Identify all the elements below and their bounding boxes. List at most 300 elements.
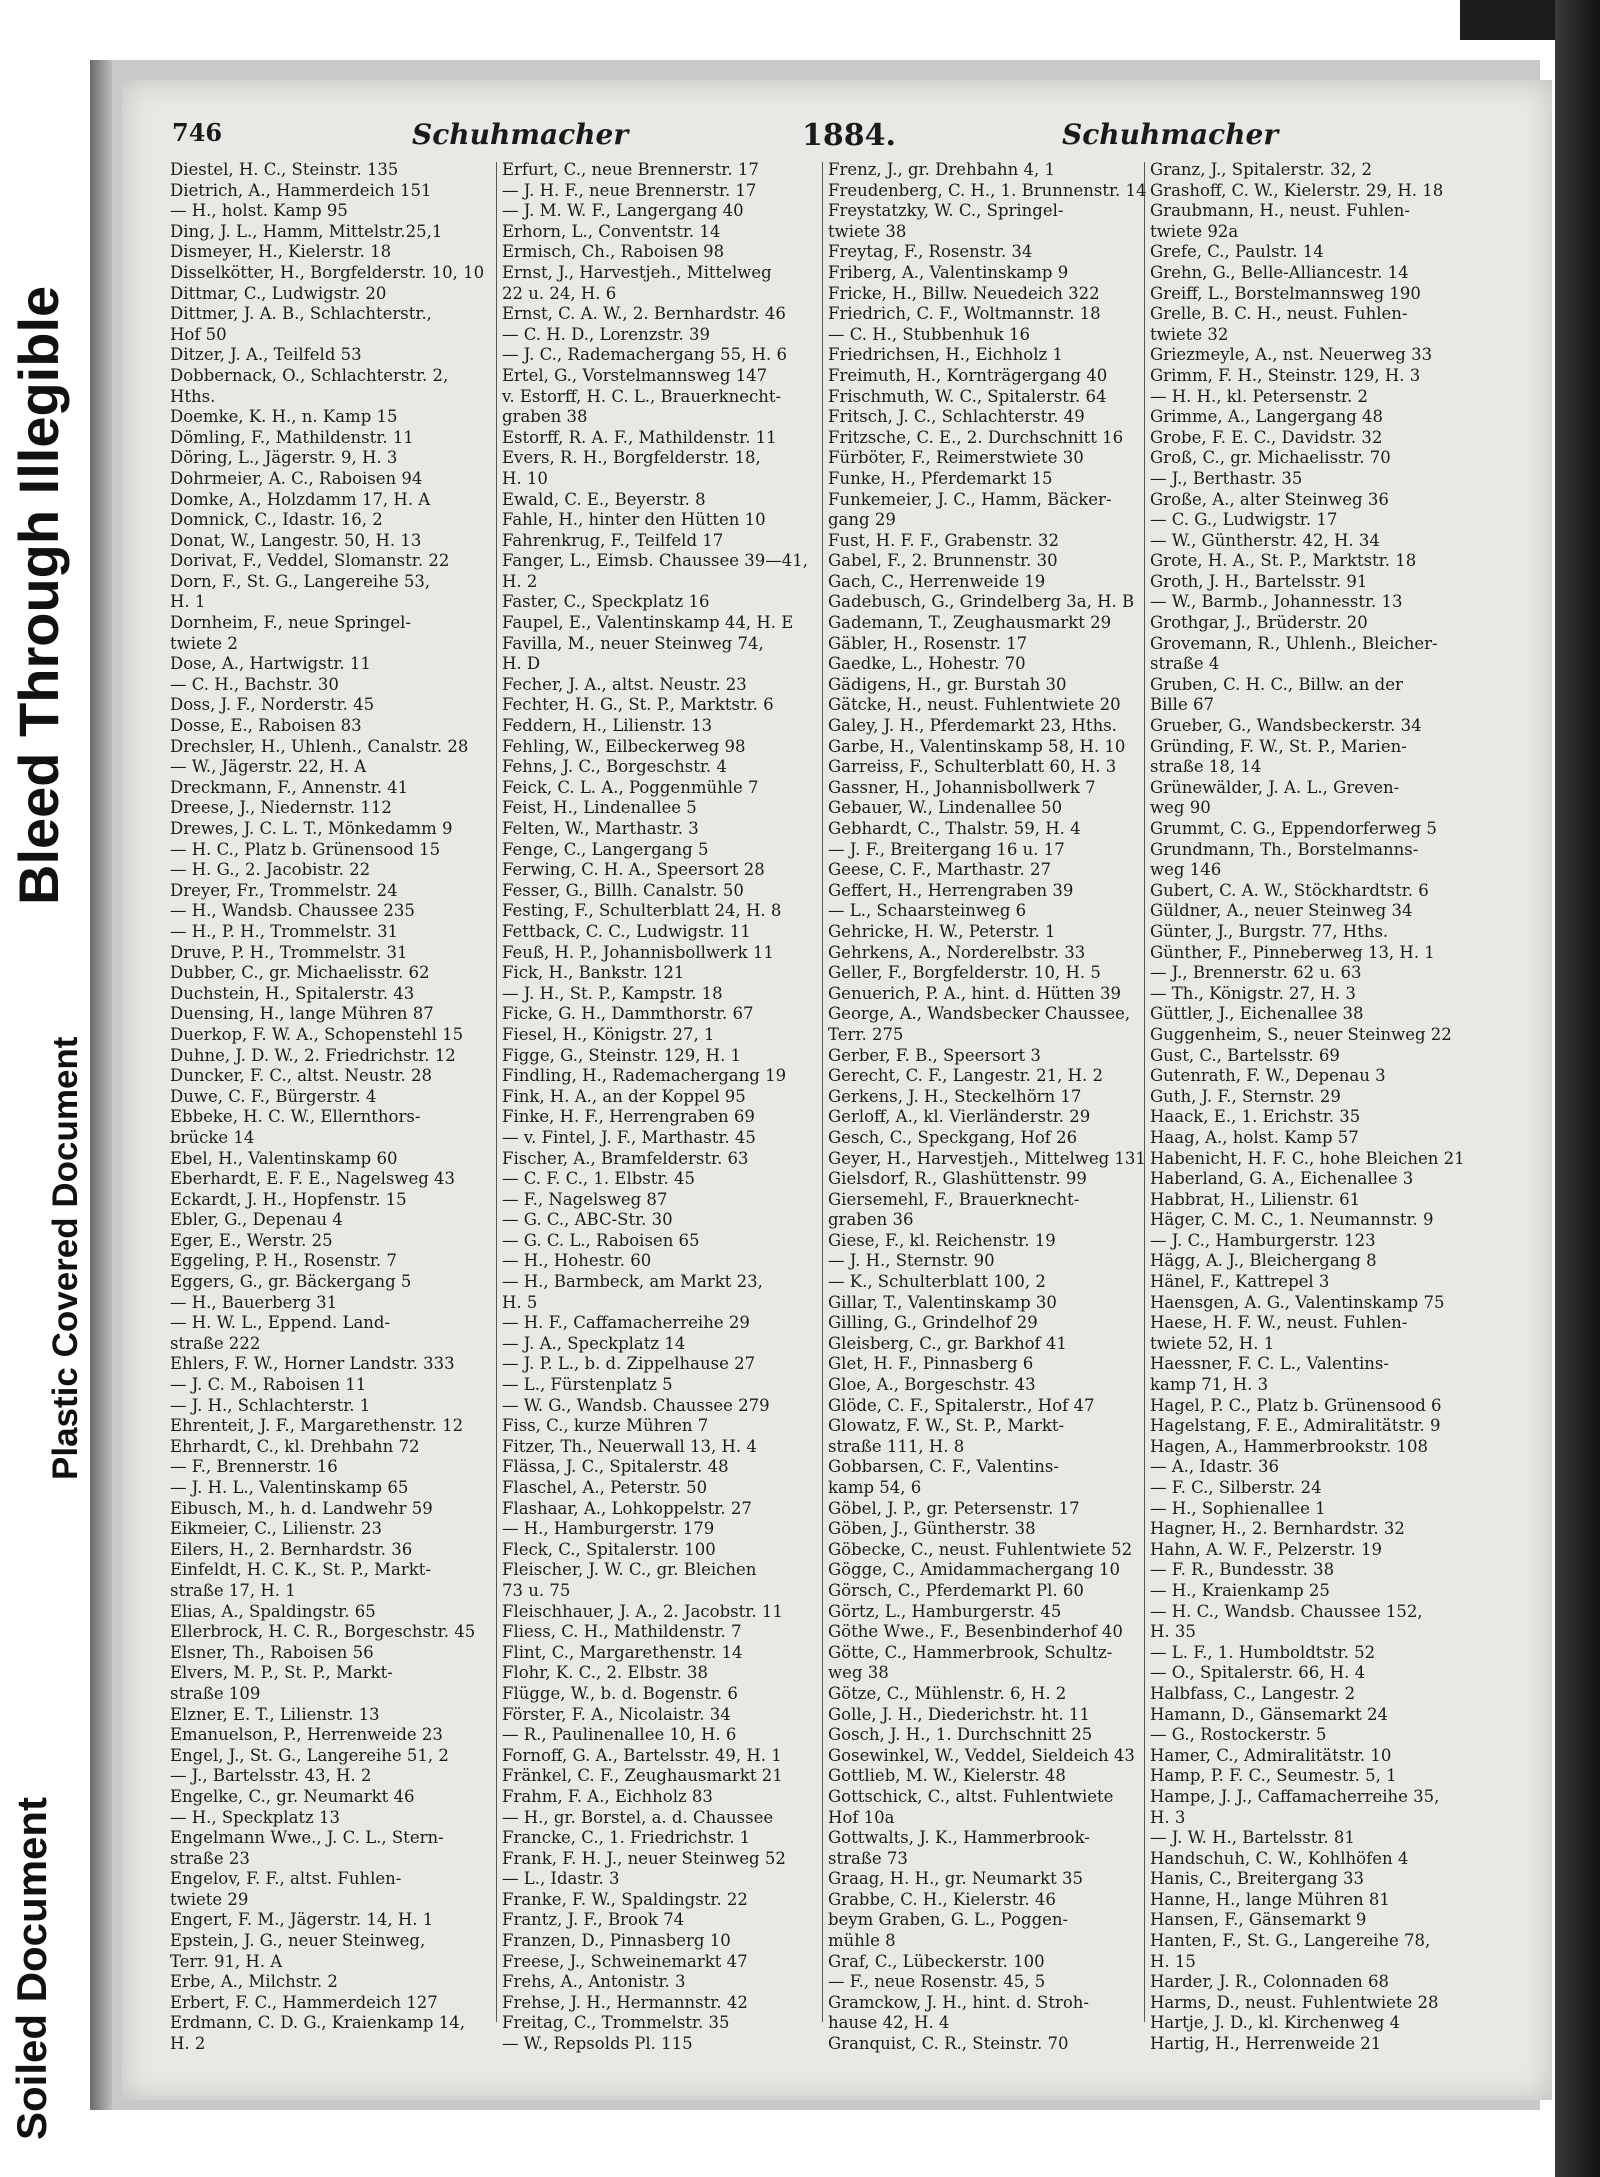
directory-entry: Eibusch, M., h. d. Landwehr 59	[170, 1498, 433, 1518]
directory-entry: — H. H., kl. Petersenstr. 2	[1150, 386, 1368, 406]
directory-entry: Grefe, C., Paulstr. 14	[1150, 242, 1324, 262]
directory-entry: — J., Bartelsstr. 43, H. 2	[170, 1766, 372, 1786]
directory-entry: Dreyer, Fr., Trommelstr. 24	[170, 880, 398, 900]
directory-entry: Gottschick, C., altst. Fuhlentwiete	[828, 1786, 1114, 1806]
directory-entry: Freystatzky, W. C., Springel-	[828, 201, 1064, 221]
directory-entry: Flässa, J. C., Spitalerstr. 48	[502, 1457, 729, 1477]
page-year: 1884.	[802, 118, 896, 153]
directory-entry: twiete 52, H. 1	[1150, 1333, 1275, 1353]
directory-entry: H. 35	[1150, 1622, 1196, 1642]
directory-entry: — F., Nagelsweg 87	[502, 1189, 668, 1209]
directory-entry: Faster, C., Speckplatz 16	[502, 592, 710, 612]
directory-entry: Gobbarsen, C. F., Valentins-	[828, 1457, 1059, 1477]
directory-entry: — H., gr. Borstel, a. d. Chaussee	[502, 1807, 774, 1827]
directory-entry: Dosse, E., Raboisen 83	[170, 716, 362, 736]
directory-entry: — A., Idastr. 36	[1150, 1457, 1279, 1477]
directory-entry: Gloe, A., Borgeschstr. 43	[828, 1375, 1036, 1395]
directory-entry: Grabbe, C. H., Kielerstr. 46	[828, 1889, 1056, 1909]
plastic-covered-label: Plastic Covered Document	[46, 1036, 85, 1480]
directory-entry: — L., Schaarsteinweg 6	[828, 901, 1027, 921]
directory-entry: Eger, E., Werstr. 25	[170, 1230, 333, 1250]
directory-entry: Dubber, C., gr. Michaelisstr. 62	[170, 963, 430, 983]
directory-entry: Granz, J., Spitalerstr. 32, 2	[1150, 160, 1372, 179]
directory-entry: Hampe, J. J., Caffamacherreihe 35,	[1150, 1786, 1440, 1806]
directory-entry: Eikmeier, C., Lilienstr. 23	[170, 1519, 382, 1539]
directory-entry: Grashoff, C. W., Kielerstr. 29, H. 18	[1150, 180, 1444, 200]
directory-entry: — J., Brennerstr. 62 u. 63	[1150, 963, 1362, 983]
directory-entry: Habenicht, H. F. C., hohe Bleichen 21	[1150, 1148, 1465, 1168]
directory-entry: Ferwing, C. H. A., Speersort 28	[502, 860, 765, 880]
directory-entry: Geese, C. F., Marthastr. 27	[828, 860, 1051, 880]
directory-entry: beym Graben, G. L., Poggen-	[828, 1910, 1069, 1930]
directory-entry: straße 18, 14	[1150, 757, 1262, 777]
directory-entry: graben 36	[828, 1210, 914, 1230]
directory-entry: Hagelstang, F. E., Admiralitätstr. 9	[1150, 1416, 1441, 1436]
directory-entry: Ficke, G. H., Dammthorstr. 67	[502, 1004, 754, 1024]
directory-entry: Gerber, F. B., Speersort 3	[828, 1045, 1041, 1065]
directory-entry: straße 17, H. 1	[170, 1580, 296, 1600]
directory-entry: — W., Barmb., Johannesstr. 13	[1150, 592, 1403, 612]
directory-entry: Engelke, C., gr. Neumarkt 46	[170, 1786, 415, 1806]
directory-entry: Ernst, J., Harvestjeh., Mittelweg	[502, 262, 772, 282]
directory-entry: Diestel, H. C., Steinstr. 135	[170, 160, 399, 179]
directory-entry: — C. H. D., Lorenzstr. 39	[502, 324, 711, 344]
directory-entry: Frantz, J. F., Brook 74	[502, 1910, 685, 1930]
directory-entry: Golle, J. H., Diederichstr. ht. 11	[828, 1704, 1090, 1724]
directory-entry: — H., Hohestr. 60	[502, 1251, 652, 1271]
directory-entry: Günter, J., Burgstr. 77, Hths.	[1150, 921, 1389, 941]
directory-entry: Göben, J., Güntherstr. 38	[828, 1519, 1036, 1539]
left-margin	[0, 0, 90, 2177]
directory-entry: Fink, H. A., an der Koppel 95	[502, 1086, 746, 1106]
directory-entry: — J., Berthastr. 35	[1150, 468, 1303, 488]
directory-entry: Dietrich, A., Hammerdeich 151	[170, 180, 432, 200]
directory-entry: Gottlieb, M. W., Kielerstr. 48	[828, 1766, 1066, 1786]
directory-entry: Ebbeke, H. C. W., Ellernthors-	[170, 1107, 421, 1127]
directory-entry: Fenge, C., Langergang 5	[502, 839, 709, 859]
directory-entry: Figge, G., Steinstr. 129, H. 1	[502, 1045, 742, 1065]
directory-entry: Guth, J. F., Sternstr. 29	[1150, 1086, 1341, 1106]
directory-entry: — J. C. M., Raboisen 11	[170, 1375, 367, 1395]
directory-entry: Ehrhardt, C., kl. Drehbahn 72	[170, 1436, 420, 1456]
directory-entry: — H. G., 2. Jacobistr. 22	[170, 860, 371, 880]
directory-entry: Engelmann Wwe., J. C. L., Stern-	[170, 1828, 444, 1848]
directory-entry: Greiff, L., Borstelmannsweg 190	[1150, 283, 1421, 303]
directory-entry: — J. H. L., Valentinskamp 65	[170, 1478, 409, 1497]
directory-entry: Fleck, C., Spitalerstr. 100	[502, 1539, 716, 1559]
directory-entry: Gründing, F. W., St. P., Marien-	[1150, 736, 1407, 756]
directory-entry: Ehlers, F. W., Horner Landstr. 333	[170, 1354, 455, 1374]
directory-entry: Erbe, A., Milchstr. 2	[170, 1972, 338, 1992]
directory-entry: Engert, F. M., Jägerstr. 14, H. 1	[170, 1910, 434, 1930]
directory-entry: Gutenrath, F. W., Depenau 3	[1150, 1066, 1386, 1086]
directory-entry: Hahn, A. W. F., Pelzerstr. 19	[1150, 1539, 1382, 1559]
directory-entry: — H. C., Wandsb. Chaussee 152,	[1150, 1601, 1423, 1621]
directory-entry: — J. W. H., Bartelsstr. 81	[1150, 1828, 1355, 1848]
directory-entry: — F., neue Rosenstr. 45, 5	[828, 1972, 1046, 1992]
directory-entry: — H. F., Caffamacherreihe 29	[502, 1313, 750, 1333]
directory-entry: H. 3	[1150, 1807, 1186, 1827]
directory-entry: Fehns, J. C., Borgeschstr. 4	[502, 757, 727, 777]
directory-entry: Ellerbrock, H. C. R., Borgeschstr. 45	[170, 1622, 476, 1642]
directory-entry: twiete 29	[170, 1889, 249, 1909]
directory-entry: Estorff, R. A. F., Mathildenstr. 11	[502, 427, 777, 447]
directory-entry: Gielsdorf, R., Glashüttenstr. 99	[828, 1169, 1087, 1189]
directory-entry: v. Estorff, H. C. L., Brauerknecht-	[502, 386, 782, 406]
directory-entry: Friedrichsen, H., Eichholz 1	[828, 345, 1063, 365]
directory-entry: — W., Repsolds Pl. 115	[502, 2034, 693, 2054]
directory-entry: Friedrich, C. F., Woltmannstr. 18	[828, 304, 1101, 324]
directory-entry: — H., Sophienallee 1	[1150, 1498, 1326, 1518]
directory-entry: Gätcke, H., neust. Fuhlentwiete 20	[828, 695, 1121, 715]
directory-entry: Gäbler, H., Rosenstr. 17	[828, 633, 1028, 653]
directory-entry: Gach, C., Herrenweide 19	[828, 571, 1046, 591]
directory-entry: Gögge, C., Amidammachergang 10	[828, 1560, 1120, 1580]
directory-entry: Geyer, H., Harvestjeh., Mittelweg 131	[828, 1148, 1146, 1168]
directory-entry: Ernst, C. A. W., 2. Bernhardstr. 46	[502, 304, 786, 324]
directory-entry: — H., holst. Kamp 95	[170, 201, 348, 221]
directory-entry: Ding, J. L., Hamm, Mittelstr.25,1	[170, 221, 443, 241]
directory-entry: Druve, P. H., Trommelstr. 31	[170, 942, 408, 962]
directory-entry: Fischer, A., Bramfelderstr. 63	[502, 1148, 749, 1168]
directory-entry: Hänel, F., Kattrepel 3	[1150, 1272, 1330, 1292]
directory-entry: Gubert, C. A. W., Stöckhardtstr. 6	[1150, 880, 1429, 900]
directory-entry: Domke, A., Holzdamm 17, H. A	[170, 489, 431, 509]
directory-entry: Gehrkens, A., Norderelbstr. 33	[828, 942, 1086, 962]
directory-entry: Halbfass, C., Langestr. 2	[1150, 1683, 1356, 1703]
directory-entry: Häger, C. M. C., 1. Neumannstr. 9	[1150, 1210, 1434, 1230]
directory-entry: Flaschel, A., Peterstr. 50	[502, 1478, 708, 1497]
directory-entry: Gosewinkel, W., Veddel, Sieldeich 43	[828, 1745, 1135, 1765]
directory-entry: Götze, C., Mühlenstr. 6, H. 2	[828, 1683, 1067, 1703]
directory-entry: Fechter, H. G., St. P., Marktstr. 6	[502, 695, 774, 715]
directory-entry: — G. C., ABC-Str. 30	[502, 1210, 673, 1230]
directory-entry: — F. R., Bundesstr. 38	[1150, 1560, 1335, 1580]
directory-entry: — H. W. L., Eppend. Land-	[170, 1313, 391, 1333]
directory-entry: Garbe, H., Valentinskamp 58, H. 10	[828, 736, 1126, 756]
directory-entry: weg 90	[1150, 798, 1211, 818]
directory-entry: Hanis, C., Breitergang 33	[1150, 1869, 1365, 1889]
directory-entry: Günther, F., Pinneberweg 13, H. 1	[1150, 942, 1435, 962]
directory-entry: twiete 32	[1150, 324, 1229, 344]
directory-entry: kamp 71, H. 3	[1150, 1375, 1269, 1395]
directory-entry: Ewald, C. E., Beyerstr. 8	[502, 489, 706, 509]
directory-entry: Haessner, F. C. L., Valentins-	[1150, 1354, 1389, 1374]
directory-entry: — C. H., Stubbenhuk 16	[828, 324, 1030, 344]
directory-entry: Gaedke, L., Hohestr. 70	[828, 654, 1026, 674]
directory-entry: 22 u. 24, H. 6	[502, 283, 617, 303]
directory-entry: Festing, F., Schulterblatt 24, H. 8	[502, 901, 782, 921]
directory-entry: Freese, J., Schweinemarkt 47	[502, 1951, 748, 1971]
directory-entry: Gerloff, A., kl. Vierländerstr. 29	[828, 1107, 1091, 1127]
directory-entry: Haensgen, A. G., Valentinskamp 75	[1150, 1292, 1445, 1312]
directory-entry: Eggers, G., gr. Bäckergang 5	[170, 1272, 412, 1292]
directory-entry: Gottwalts, J. K., Hammerbrook-	[828, 1828, 1090, 1848]
directory-entry: Flint, C., Margarethenstr. 14	[502, 1642, 743, 1662]
directory-entry: Evers, R. H., Borgfelderstr. 18,	[502, 448, 761, 468]
directory-entry: Feuß, H. P., Johannisbollwerk 11	[502, 942, 774, 962]
directory-entry: Griezmeyle, A., nst. Neuerweg 33	[1150, 345, 1433, 365]
directory-entry: Erfurt, C., neue Brennerstr. 17	[502, 160, 759, 179]
directory-entry: Grummt, C. G., Eppendorferweg 5	[1150, 819, 1437, 838]
directory-entry: Groth, J. H., Bartelsstr. 91	[1150, 571, 1368, 591]
directory-entry: Fornoff, G. A., Bartelsstr. 49, H. 1	[502, 1745, 782, 1765]
directory-entry: — J. H., Schlachterstr. 1	[170, 1395, 371, 1415]
directory-entry: Grothgar, J., Brüderstr. 20	[1150, 613, 1368, 633]
directory-entry: Haag, A., holst. Kamp 57	[1150, 1127, 1359, 1147]
directory-entry: Doemke, K. H., n. Kamp 15	[170, 407, 398, 427]
directory-entry: Favilla, M., neuer Steinweg 74,	[502, 633, 764, 653]
directory-entry: Erdmann, C. D. G., Kraienkamp 14,	[170, 2013, 465, 2033]
directory-entry: Dittmer, J. A. B., Schlachterstr.,	[170, 304, 432, 324]
directory-entry: Feist, H., Lindenallee 5	[502, 798, 697, 818]
directory-entry: Finke, H. F., Herrengraben 69	[502, 1107, 755, 1127]
directory-entry: Drewes, J. C. L. T., Mönkedamm 9	[170, 819, 453, 838]
directory-entry: Duerkop, F. W. A., Schopenstehl 15	[170, 1024, 464, 1044]
directory-entry: Ebel, H., Valentinskamp 60	[170, 1148, 398, 1168]
directory-entry: Fleischhauer, J. A., 2. Jacobstr. 11	[502, 1601, 783, 1621]
directory-entry: H. 15	[1150, 1951, 1196, 1971]
directory-entry: Hartje, J. D., kl. Kirchenweg 4	[1150, 2013, 1401, 2033]
directory-entry: Faupel, E., Valentinskamp 44, H. E	[502, 613, 794, 633]
directory-entry: gang 29	[828, 510, 896, 530]
directory-entry: Fiesel, H., Königstr. 27, 1	[502, 1024, 715, 1044]
directory-entry: Friberg, A., Valentinskamp 9	[828, 262, 1069, 282]
directory-entry: Graag, H. H., gr. Neumarkt 35	[828, 1869, 1083, 1889]
directory-entry: Hartig, H., Herrenweide 21	[1150, 2034, 1382, 2054]
directory-entry: Grimm, F. H., Steinstr. 129, H. 3	[1150, 365, 1421, 385]
directory-entry: Ditzer, J. A., Teilfeld 53	[170, 345, 362, 365]
directory-entry: — C. F. C., 1. Elbstr. 45	[502, 1169, 695, 1189]
directory-entry: Grünewälder, J. A. L., Greven-	[1150, 777, 1400, 797]
directory-entry: Fricke, H., Billw. Neuedeich 322	[828, 283, 1100, 303]
directory-entry: brücke 14	[170, 1127, 255, 1147]
directory-entry: Erhorn, L., Conventstr. 14	[502, 221, 721, 241]
directory-entry: weg 146	[1150, 860, 1222, 880]
directory-entry: Guggenheim, S., neuer Steinweg 22	[1150, 1024, 1452, 1044]
directory-entry: — H., Hamburgerstr. 179	[502, 1519, 715, 1539]
directory-entry: Dömling, F., Mathildenstr. 11	[170, 427, 414, 447]
directory-column-1	[170, 160, 492, 2080]
directory-entry: Freudenberg, C. H., 1. Brunnenstr. 14	[828, 180, 1147, 200]
directory-entry: graben 38	[502, 407, 588, 427]
directory-entry: weg 38	[828, 1663, 889, 1683]
directory-entry: Ermisch, Ch., Raboisen 98	[502, 242, 725, 262]
directory-entry: — H., P. H., Trommelstr. 31	[170, 921, 399, 941]
directory-entry: Görsch, C., Pferdemarkt Pl. 60	[828, 1580, 1084, 1600]
directory-entry: Frischmuth, W. C., Spitalerstr. 64	[828, 386, 1107, 406]
directory-entry: — J. H. F., neue Brennerstr. 17	[502, 180, 757, 200]
directory-column-4	[1150, 160, 1472, 2080]
directory-entry: Franzen, D., Pinnasberg 10	[502, 1931, 731, 1951]
running-head-left: Schuhmacher	[412, 118, 629, 151]
directory-entry: Ebler, G., Depenau 4	[170, 1210, 343, 1230]
directory-entry: Granquist, C. R., Steinstr. 70	[828, 2034, 1069, 2054]
directory-entry: Grundmann, Th., Borstelmanns-	[1150, 839, 1419, 859]
directory-entry: Glowatz, F. W., St. P., Markt-	[828, 1416, 1065, 1436]
running-head-right: Schuhmacher	[1062, 118, 1279, 151]
directory-entry: Frehse, J. H., Hermannstr. 42	[502, 1992, 748, 2012]
directory-entry: Geller, F., Borgfelderstr. 10, H. 5	[828, 963, 1101, 983]
directory-entry: Dittmar, C., Ludwigstr. 20	[170, 283, 387, 303]
directory-entry: Graf, C., Lübeckerstr. 100	[828, 1951, 1045, 1971]
directory-entry: Hamp, P. F. C., Seumestr. 5, 1	[1150, 1766, 1397, 1786]
page-header	[172, 118, 1542, 164]
directory-entry: Gassner, H., Johannisbollwerk 7	[828, 777, 1096, 797]
page-number: 746	[172, 118, 223, 147]
directory-entry: twiete 92a	[1150, 221, 1239, 241]
directory-entry: Flügge, W., b. d. Bogenstr. 6	[502, 1683, 738, 1703]
directory-entry: Engelov, F. F., altst. Fuhlen-	[170, 1869, 402, 1889]
directory-entry: twiete 38	[828, 221, 907, 241]
directory-entry: Fritzsche, C. E., 2. Durchschnitt 16	[828, 427, 1124, 447]
directory-entry: Grelle, B. C. H., neust. Fuhlen-	[1150, 304, 1408, 324]
directory-entry: Bille 67	[1150, 695, 1214, 715]
directory-entry: Fust, H. F. F., Grabenstr. 32	[828, 530, 1060, 550]
directory-entry: straße 222	[170, 1333, 261, 1353]
directory-entry: George, A., Wandsbecker Chaussee,	[828, 1004, 1131, 1024]
directory-entry: twiete 2	[170, 633, 238, 653]
directory-entry: — O., Spitalerstr. 66, H. 4	[1150, 1663, 1366, 1683]
directory-entry: Elvers, M. P., St. P., Markt-	[170, 1663, 393, 1683]
directory-entry: Fettback, C. C., Ludwigstr. 11	[502, 921, 751, 941]
directory-entry: Fürböter, F., Reimerstwiete 30	[828, 448, 1084, 468]
directory-entry: Hagel, P. C., Platz b. Grünensood 6	[1150, 1395, 1442, 1415]
directory-entry: Gehricke, H. W., Peterstr. 1	[828, 921, 1056, 941]
directory-entry: Gerkens, J. H., Steckelhörn 17	[828, 1086, 1082, 1106]
directory-entry: Funke, H., Pferdemarkt 15	[828, 468, 1053, 488]
directory-entry: Fehling, W., Eilbeckerweg 98	[502, 736, 746, 756]
directory-entry: Duensing, H., lange Mühren 87	[170, 1004, 434, 1024]
directory-entry: Galey, J. H., Pferdemarkt 23, Hths.	[828, 716, 1117, 736]
directory-entry: Flashaar, A., Lohkoppelstr. 27	[502, 1498, 752, 1518]
directory-entry: straße 4	[1150, 654, 1220, 674]
directory-entry: Garreiss, F., Schulterblatt 60, H. 3	[828, 757, 1117, 777]
directory-entry: Göthe Wwe., F., Besenbinderhof 40	[828, 1622, 1123, 1642]
directory-entry: Fanger, L., Eimsb. Chaussee 39—41,	[502, 551, 809, 571]
directory-entry: straße 73	[828, 1848, 908, 1868]
directory-entry: H. 5	[502, 1292, 538, 1312]
directory-entry: — R., Paulinenallee 10, H. 6	[502, 1725, 737, 1745]
directory-entry: — L. F., 1. Humboldtstr. 52	[1150, 1642, 1376, 1662]
directory-entry: Harms, D., neust. Fuhlentwiete 28	[1150, 1992, 1439, 2012]
directory-entry: Eckardt, J. H., Hopfenstr. 15	[170, 1189, 407, 1209]
directory-entry: Terr. 91, H. A	[170, 1951, 283, 1971]
directory-entry: Fahle, H., hinter den Hütten 10	[502, 510, 766, 530]
directory-entry: Dohrmeier, A. C., Raboisen 94	[170, 468, 423, 488]
directory-entry: — J. M. W. F., Langergang 40	[502, 201, 744, 221]
directory-column-2	[502, 160, 824, 2080]
directory-entry: Dobbernack, O., Schlachterstr. 2,	[170, 365, 449, 385]
directory-entry: Gebauer, W., Lindenallee 50	[828, 798, 1063, 818]
directory-entry: Gillar, T., Valentinskamp 30	[828, 1292, 1057, 1312]
directory-entry: — H., Speckplatz 13	[170, 1807, 340, 1827]
directory-entry: Gesch, C., Speckgang, Hof 26	[828, 1127, 1078, 1147]
directory-entry: Göbecke, C., neust. Fuhlentwiete 52	[828, 1539, 1133, 1559]
directory-entry: Dreese, J., Niedernstr. 112	[170, 798, 392, 818]
directory-entry: — W. G., Wandsb. Chaussee 279	[502, 1395, 770, 1415]
directory-entry: — L., Fürstenplatz 5	[502, 1375, 673, 1395]
directory-entry: Fränkel, C. F., Zeughausmarkt 21	[502, 1766, 783, 1786]
directory-entry: Drechsler, H., Uhlenh., Canalstr. 28	[170, 736, 469, 756]
directory-entry: — J. A., Speckplatz 14	[502, 1333, 686, 1353]
soiled-document-label: Soiled Document	[8, 1796, 55, 2140]
directory-entry: Frank, F. H. J., neuer Steinweg 52	[502, 1848, 786, 1868]
directory-entry: Hamer, C., Admiralitätstr. 10	[1150, 1745, 1392, 1765]
directory-entry: Habbrat, H., Lilienstr. 61	[1150, 1189, 1361, 1209]
directory-entry: Gust, C., Bartelsstr. 69	[1150, 1045, 1340, 1065]
directory-entry: Elias, A., Spaldingstr. 65	[170, 1601, 376, 1621]
directory-entry: H. 2	[170, 2034, 206, 2054]
directory-entry: Duwe, C. F., Bürgerstr. 4	[170, 1086, 377, 1106]
directory-entry: Freitag, C., Trommelstr. 35	[502, 2013, 730, 2033]
directory-entry: Giese, F., kl. Reichenstr. 19	[828, 1230, 1056, 1250]
directory-entry: — W., Jägerstr. 22, H. A	[170, 757, 367, 777]
directory-entry: Hamann, D., Gänsemarkt 24	[1150, 1704, 1388, 1724]
directory-entry: Funkemeier, J. C., Hamm, Bäcker-	[828, 489, 1112, 509]
directory-entry: — G. C. L., Raboisen 65	[502, 1230, 700, 1250]
directory-entry: Eberhardt, E. F. E., Nagelsweg 43	[170, 1169, 456, 1189]
directory-entry: Döring, L., Jägerstr. 9, H. 3	[170, 448, 398, 468]
directory-entry: Görtz, L., Hamburgerstr. 45	[828, 1601, 1062, 1621]
directory-entry: Fahrenkrug, F., Teilfeld 17	[502, 530, 724, 550]
directory-entry: Francke, C., 1. Friedrichstr. 1	[502, 1828, 751, 1848]
directory-column-3	[828, 160, 1150, 2080]
directory-entry: mühle 8	[828, 1931, 896, 1951]
directory-entry: Duncker, F. C., altst. Neustr. 28	[170, 1066, 433, 1086]
directory-entry: — H. C., Platz b. Grünensood 15	[170, 839, 441, 859]
directory-entry: Gilling, G., Grindelhof 29	[828, 1313, 1038, 1333]
directory-entry: Fliess, C. H., Mathildenstr. 7	[502, 1622, 742, 1642]
directory-entry: Engel, J., St. G., Langereihe 51, 2	[170, 1745, 449, 1765]
directory-entry: Haberland, G. A., Eichenallee 3	[1150, 1169, 1414, 1189]
directory-entry: Gruben, C. H. C., Billw. an der	[1150, 674, 1403, 694]
directory-entry: Giersemehl, F., Brauerknecht-	[828, 1189, 1080, 1209]
directory-entry: Terr. 275	[828, 1024, 904, 1044]
directory-entry: Elzner, E. T., Lilienstr. 13	[170, 1704, 380, 1724]
directory-entry: Geffert, H., Herrengraben 39	[828, 880, 1074, 900]
directory-entry: H. D	[502, 654, 541, 674]
directory-entry: — J. H., Sternstr. 90	[828, 1251, 995, 1271]
directory-entry: Gabel, F., 2. Brunnenstr. 30	[828, 551, 1058, 571]
directory-entry: Frehs, A., Antonistr. 3	[502, 1972, 686, 1992]
directory-entry: Fecher, J. A., altst. Neustr. 23	[502, 674, 747, 694]
directory-entry: H. 10	[502, 468, 548, 488]
directory-entry: Duchstein, H., Spitalerstr. 43	[170, 983, 415, 1003]
directory-entry: Freimuth, H., Kornträgergang 40	[828, 365, 1108, 385]
directory-entry: Fleischer, J. W. C., gr. Bleichen	[502, 1560, 757, 1580]
directory-entry: Haese, H. F. W., neust. Fuhlen-	[1150, 1313, 1408, 1333]
directory-entry: — v. Fintel, J. F., Marthastr. 45	[502, 1127, 756, 1147]
directory-entry: Gädigens, H., gr. Burstah 30	[828, 674, 1067, 694]
directory-entry: Gebhardt, C., Thalstr. 59, H. 4	[828, 819, 1081, 838]
directory-entry: Franke, F. W., Spaldingstr. 22	[502, 1889, 748, 1909]
directory-entry: Gademann, T., Zeughausmarkt 29	[828, 613, 1112, 633]
directory-entry: straße 23	[170, 1848, 250, 1868]
directory-entry: Einfeldt, H. C. K., St. P., Markt-	[170, 1560, 431, 1580]
directory-entry: Fitzer, Th., Neuerwall 13, H. 4	[502, 1436, 757, 1456]
directory-entry: — H., Bauerberg 31	[170, 1292, 338, 1312]
directory-entry: — J. C., Rademachergang 55, H. 6	[502, 345, 788, 365]
directory-entry: Findling, H., Rademachergang 19	[502, 1066, 787, 1086]
directory-entry: — Th., Königstr. 27, H. 3	[1150, 983, 1356, 1003]
directory-entry: Gosch, J. H., 1. Durchschnitt 25	[828, 1725, 1093, 1745]
directory-entry: kamp 54, 6	[828, 1478, 922, 1497]
directory-entry: Dose, A., Hartwigstr. 11	[170, 654, 371, 674]
directory-entry: Gadebusch, G., Grindelberg 3a, H. B	[828, 592, 1135, 612]
directory-entry: — K., Schulterblatt 100, 2	[828, 1272, 1046, 1292]
directory-entry: Groß, C., gr. Michaelisstr. 70	[1150, 448, 1391, 468]
